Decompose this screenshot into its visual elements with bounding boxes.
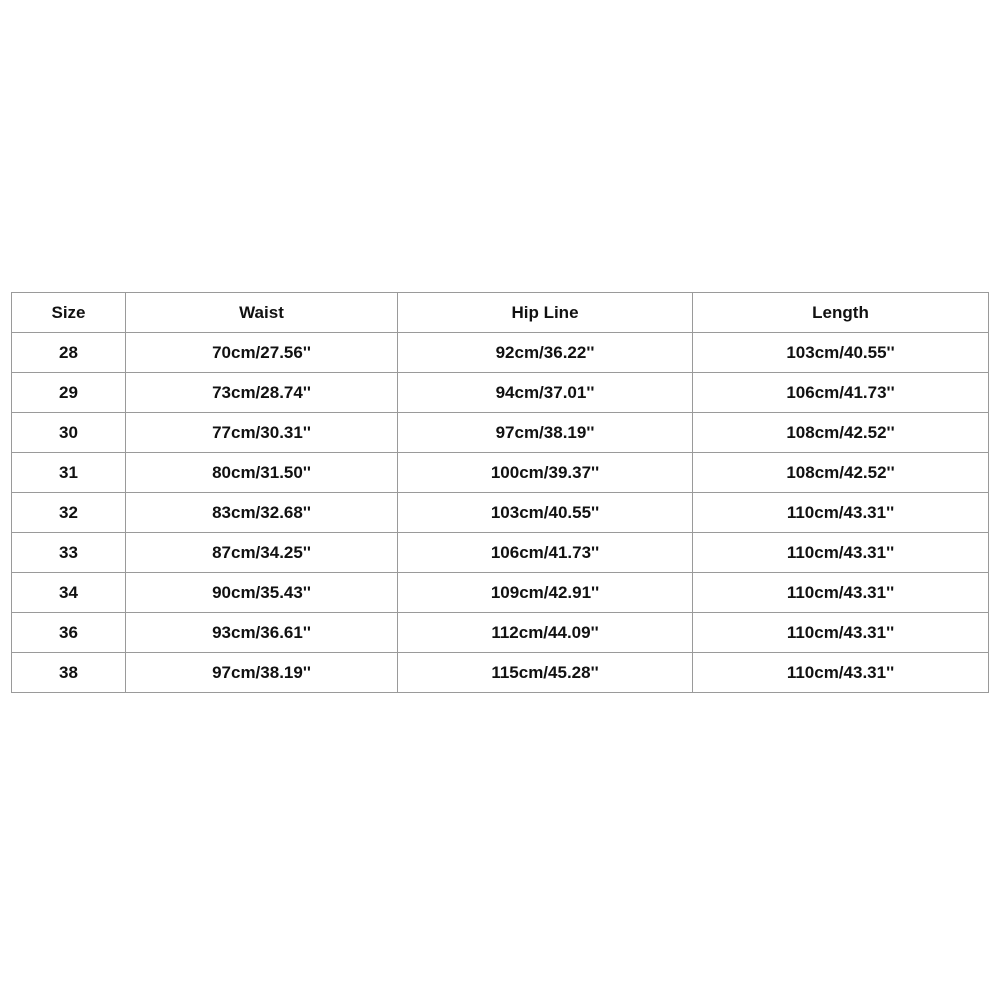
table-row [12, 613, 989, 653]
cell-length: 103cm/40.55'' [693, 333, 989, 373]
table-row [12, 453, 989, 493]
cell-size: 33 [12, 533, 126, 573]
cell-waist: 90cm/35.43'' [126, 573, 398, 613]
cell-size: 31 [12, 453, 126, 493]
table-row [12, 493, 989, 533]
header-size: Size [12, 293, 126, 333]
cell-length: 106cm/41.73'' [693, 373, 989, 413]
cell-length: 108cm/42.52'' [693, 413, 989, 453]
cell-length: 110cm/43.31'' [693, 653, 989, 693]
table-row [12, 413, 989, 453]
cell-hip-line: 100cm/39.37'' [398, 453, 693, 493]
size-chart-table [11, 292, 989, 693]
cell-hip-line: 106cm/41.73'' [398, 533, 693, 573]
cell-size: 30 [12, 413, 126, 453]
cell-waist: 93cm/36.61'' [126, 613, 398, 653]
table-row [12, 533, 989, 573]
table-header-row [12, 293, 989, 333]
cell-hip-line: 115cm/45.28'' [398, 653, 693, 693]
cell-size: 32 [12, 493, 126, 533]
cell-size: 36 [12, 613, 126, 653]
cell-waist: 70cm/27.56'' [126, 333, 398, 373]
cell-waist: 97cm/38.19'' [126, 653, 398, 693]
cell-waist: 87cm/34.25'' [126, 533, 398, 573]
cell-hip-line: 103cm/40.55'' [398, 493, 693, 533]
cell-length: 110cm/43.31'' [693, 573, 989, 613]
table-row [12, 373, 989, 413]
cell-length: 110cm/43.31'' [693, 613, 989, 653]
cell-hip-line: 94cm/37.01'' [398, 373, 693, 413]
cell-waist: 80cm/31.50'' [126, 453, 398, 493]
cell-length: 108cm/42.52'' [693, 453, 989, 493]
table-row [12, 653, 989, 693]
cell-waist: 73cm/28.74'' [126, 373, 398, 413]
table-row [12, 573, 989, 613]
cell-size: 38 [12, 653, 126, 693]
header-waist: Waist [126, 293, 398, 333]
header-length: Length [693, 293, 989, 333]
cell-hip-line: 112cm/44.09'' [398, 613, 693, 653]
cell-hip-line: 109cm/42.91'' [398, 573, 693, 613]
table-row [12, 333, 989, 373]
header-hip-line: Hip Line [398, 293, 693, 333]
cell-size: 34 [12, 573, 126, 613]
cell-waist: 77cm/30.31'' [126, 413, 398, 453]
cell-length: 110cm/43.31'' [693, 493, 989, 533]
cell-hip-line: 92cm/36.22'' [398, 333, 693, 373]
cell-waist: 83cm/32.68'' [126, 493, 398, 533]
cell-length: 110cm/43.31'' [693, 533, 989, 573]
cell-hip-line: 97cm/38.19'' [398, 413, 693, 453]
cell-size: 28 [12, 333, 126, 373]
cell-size: 29 [12, 373, 126, 413]
